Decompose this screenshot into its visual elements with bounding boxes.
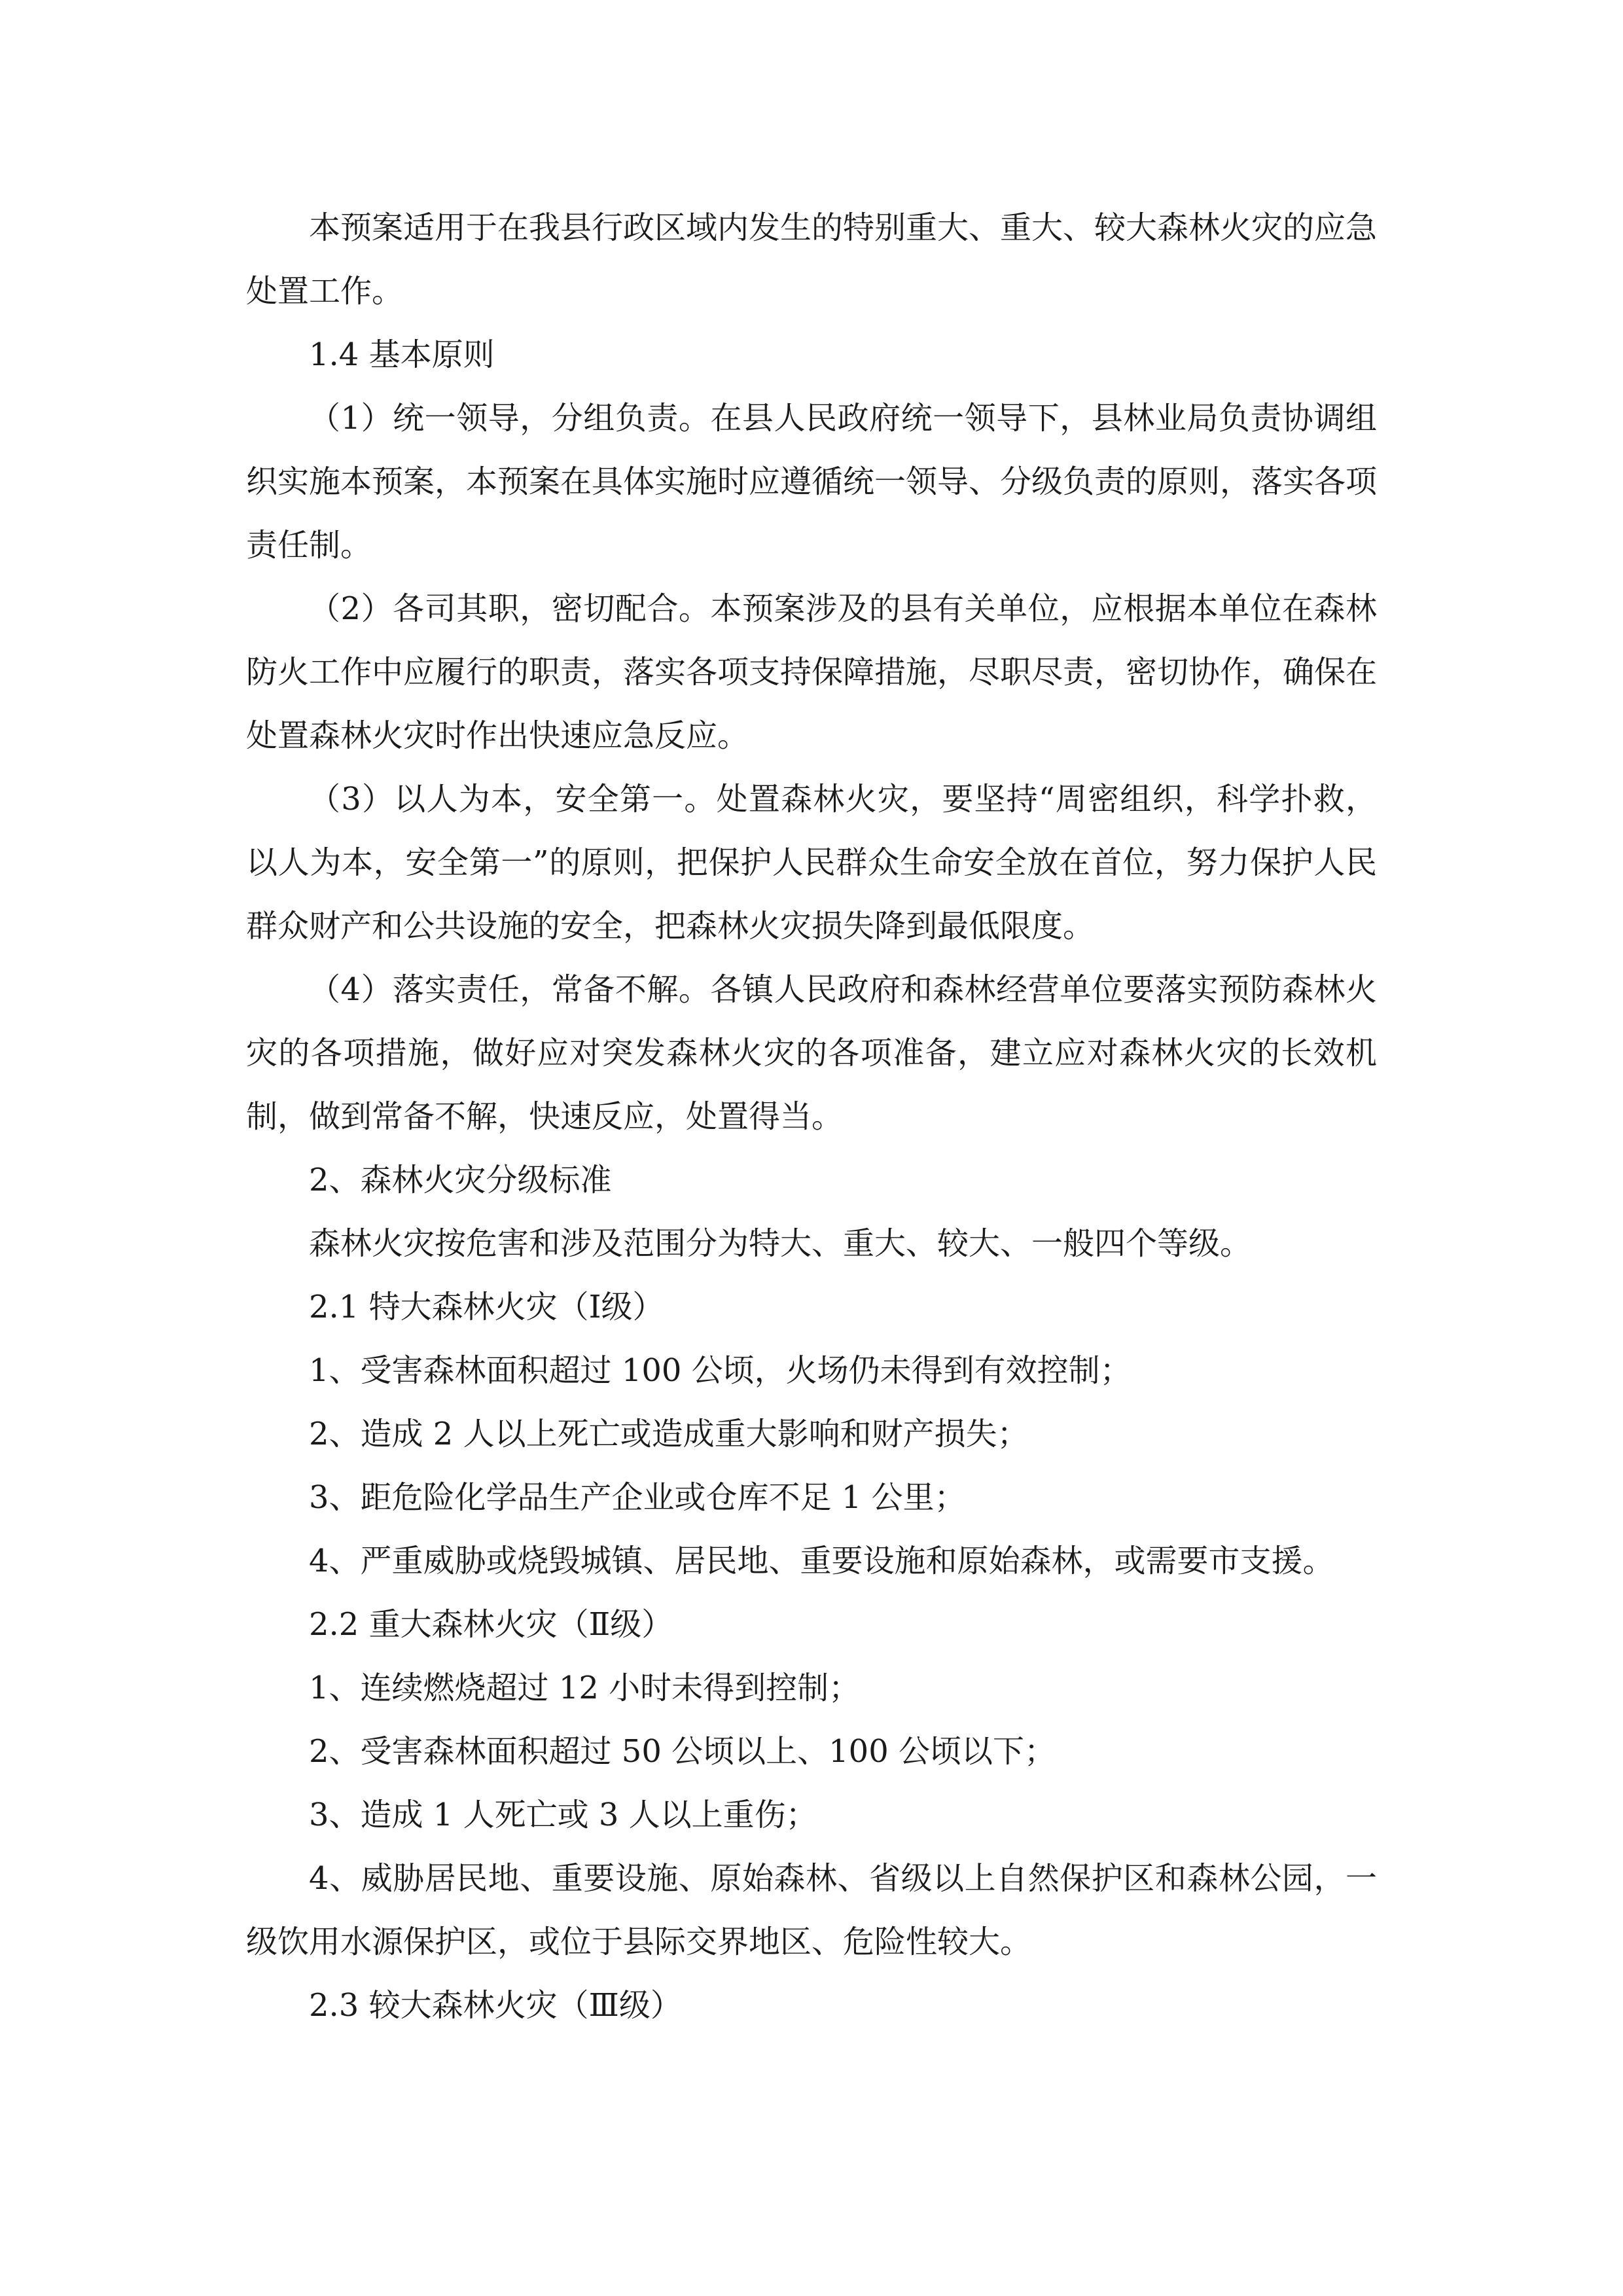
paragraph-principle-3: （3）以人为本，安全第一。处置森林火灾，要坚持“周密组织，科学扑救，以人为本，安全第一”的原则，把保护人民群众生命安全放在首位，努力保护人民群众财产和公共设施的安全，把森林火灾损失降到最低限度。 xyxy=(246,781,1377,944)
list-item-level-1-4: 4、严重威胁或烧毁城镇、居民地、重要设施和原始森林，或需要市支援。 xyxy=(309,1543,1334,1579)
paragraph-grading-intro: 森林火灾按危害和涉及范围分为特大、重大、较大、一般四个等级。 xyxy=(309,1225,1252,1262)
heading-level-2: 2.2 重大森林火灾（Ⅱ级） xyxy=(309,1606,673,1643)
body-text xyxy=(246,196,1377,2037)
list-item-level-2-4: 4、威胁居民地、重要设施、原始森林、省级以上自然保护区和森林公园，一级饮用水源保护区，或位于县际交界地区、危险性较大。 xyxy=(246,1860,1377,1960)
heading-fire-grading: 2、森林火灾分级标准 xyxy=(309,1162,612,1198)
paragraph-principle-4: （4）落实责任，常备不解。各镇人民政府和森林经营单位要落实预防森林火灾的各项措施，做好应对突发森林火灾的各项准备，建立应对森林火灾的长效机制，做到常备不解，快速反应，处置得当。 xyxy=(246,971,1377,1135)
paragraph-scope: 本预案适用于在我县行政区域内发生的特别重大、重大、较大森林火灾的应急处置工作。 xyxy=(246,209,1378,310)
list-item-level-2-3: 3、造成 1 人死亡或 3 人以上重伤； xyxy=(309,1797,817,1833)
heading-basic-principles: 1.4 基本原则 xyxy=(309,336,495,373)
list-item-level-2-2: 2、受害森林面积超过 50 公顷以上、100 公顷以下； xyxy=(309,1733,1056,1770)
paragraph-principle-2: （2）各司其职，密切配合。本预案涉及的县有关单位，应根据本单位在森林防火工作中应履行的职责，落实各项支持保障措施，尽职尽责，密切协作，确保在处置森林火灾时作出快速应急反应。 xyxy=(246,590,1378,754)
heading-level-1: 2.1 特大森林火灾（Ⅰ级） xyxy=(309,1289,664,1325)
paragraph-principle-1: （1）统一领导，分组负责。在县人民政府统一领导下，县林业局负责协调组织实施本预案，本预案在具体实施时应遵循统一领导、分级负责的原则，落实各项责任制。 xyxy=(246,400,1378,564)
list-item-level-2-1: 1、连续燃烧超过 12 小时未得到控制； xyxy=(309,1670,861,1706)
heading-level-3: 2.3 较大森林火灾（Ⅲ级） xyxy=(309,1987,682,2024)
list-item-level-1-1: 1、受害森林面积超过 100 公顷，火场仍未得到有效控制； xyxy=(309,1352,1132,1389)
list-item-level-1-2: 2、造成 2 人以上死亡或造成重大影响和财产损失； xyxy=(309,1416,1029,1452)
list-item-level-1-3: 3、距危险化学品生产企业或仓库不足 1 公里； xyxy=(309,1479,966,1516)
